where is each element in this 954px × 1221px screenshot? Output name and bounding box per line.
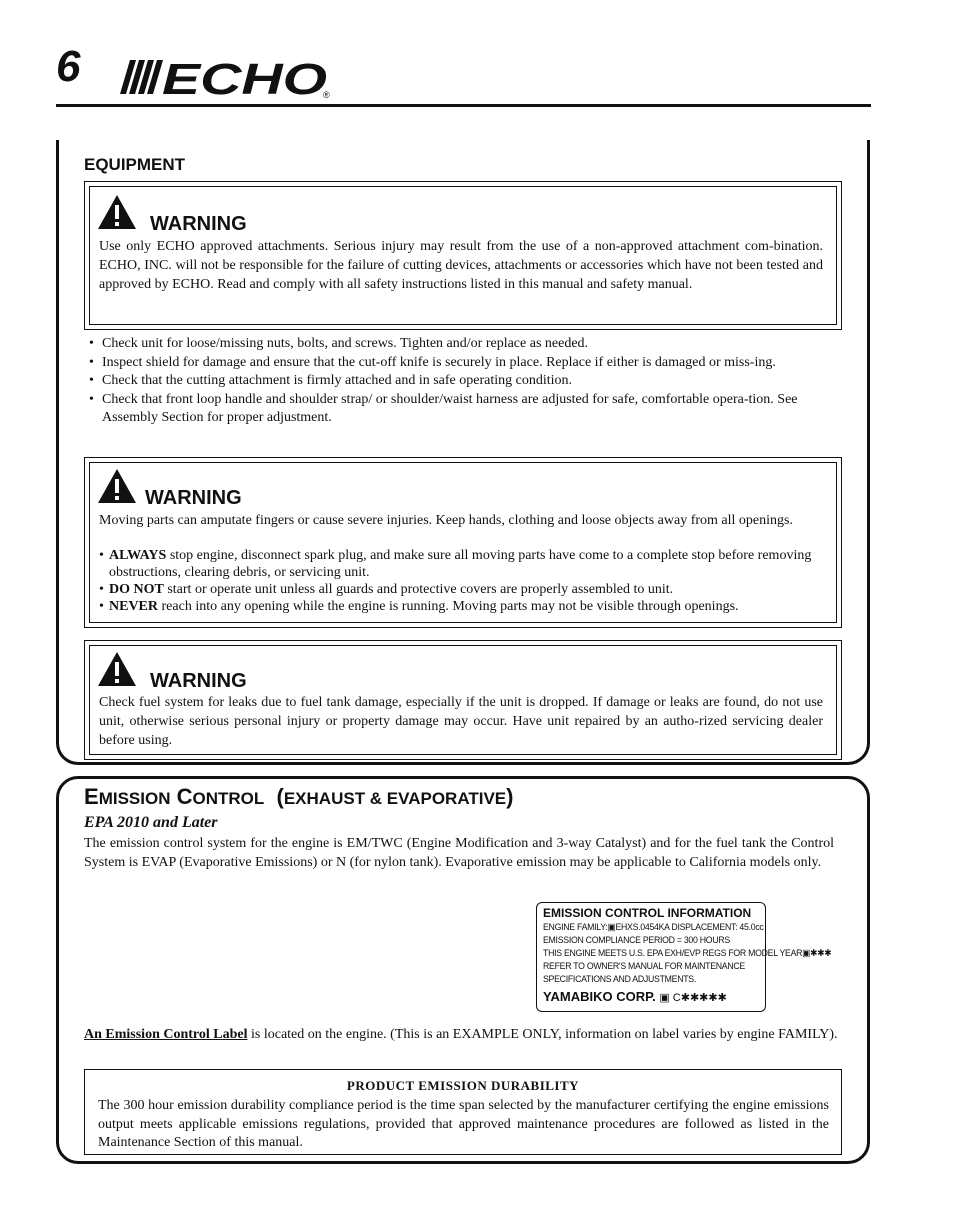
brand-text: ECHO xyxy=(162,55,327,100)
warning-title: WARNING xyxy=(145,487,242,509)
echo-logo xyxy=(118,52,338,100)
warning-text: Moving parts can amputate fingers or cause severe injuries. Keep hands, clothing and loose objects away from all openings. xyxy=(99,513,793,528)
list-item: • Inspect shield for damage and ensure that the cut-off knife is securely in place. Replace if either is damaged or miss-ing. xyxy=(86,354,830,373)
list-item: • ALWAYS stop engine, disconnect spark plug, and make sure all moving parts have come to a complete stop before removing obstructions, clearing debris, or servicing unit. xyxy=(99,547,827,581)
durability-box xyxy=(84,1069,842,1155)
inspection-checklist xyxy=(86,335,830,428)
equipment-heading: EQUIPMENT xyxy=(84,155,186,174)
label-line: ENGINE FAMILY:▣EHXS.0454KA DISPLACEMENT: 45.0cc xyxy=(543,922,764,933)
header-rule xyxy=(56,104,871,107)
label-corp: YAMABIKO CORP. ▣ C✱✱✱✱✱ xyxy=(543,989,727,1004)
list-item: • DO NOT start or operate unit unless all guards and protective covers are properly assembled to unit. xyxy=(99,581,827,598)
list-item: • Check that front loop handle and shoulder strap/ or shoulder/waist harness are adjusted for safe, comfortable opera-tion. See Assembly Section for proper adjustment. xyxy=(86,391,830,428)
warning-text: Check fuel system for leaks due to fuel tank damage, especially if the unit is dropped. If damage or leaks are found, do not use unit, otherwise serious personal injury or property damage may occur. Have unit repaired by an autho-rized servicing dealer before using. xyxy=(99,695,823,748)
emission-intro-text: The emission control system for the engine is EM/TWC (Engine Modification and 3-way Catalyst) and for the fuel tank the Control System is EVAP (Evaporative Emissions) or N (for nylon tank). Evaporative emission may be applicable to California models only. xyxy=(84,836,834,870)
label-heading: EMISSION CONTROL INFORMATION xyxy=(543,906,752,920)
durability-text: The 300 hour emission durability compliance period is the time span selected by the manufacturer certifying the engine emissions output meets applicable emissions regulations, provided that approved maintenance procedures are followed as listed in the Maintenance Section of this manual. xyxy=(98,1098,829,1150)
warning-triangle-icon xyxy=(97,468,137,504)
warning-title: WARNING xyxy=(150,213,247,235)
list-item: • Check that the cutting attachment is firmly attached and in safe operating condition. xyxy=(86,372,830,391)
warning-box-moving-parts xyxy=(84,457,842,628)
warning-triangle-icon xyxy=(97,651,137,687)
warning-bullets xyxy=(99,547,827,615)
label-location-note: An Emission Control Label is located on the engine. (This is an EXAMPLE ONLY, information on label varies by engine FAMILY). xyxy=(84,1027,838,1042)
emission-control-label-image xyxy=(536,902,832,1012)
page-number: 6 xyxy=(56,42,81,91)
label-note-link: An Emission Control Label xyxy=(84,1027,248,1042)
durability-title: PRODUCT EMISSION DURABILITY xyxy=(346,1078,580,1093)
list-item: • Check unit for loose/missing nuts, bolts, and screws. Tighten and/or replace as needed. xyxy=(86,335,830,354)
label-line: SPECIFICATIONS AND ADJUSTMENTS. xyxy=(543,974,697,985)
warning-text: Use only ECHO approved attachments. Serious injury may result from the use of a non-approved attachment com-bination. ECHO, INC. will not be responsible for the failure of cutting devices, attachments or accessories which have not been tested and approved by ECHO. Read and comply with all safety instructions listed in this manual and safety manual. xyxy=(99,239,823,292)
label-line: EMISSION COMPLIANCE PERIOD = 300 HOURS xyxy=(543,935,730,946)
emission-control-title: EMISSION CONTROL (EXHAUST & EVAPORATIVE) xyxy=(84,784,514,809)
label-line: REFER TO OWNER'S MANUAL FOR MAINTENANCE xyxy=(543,961,745,972)
warning-title: WARNING xyxy=(150,670,247,692)
warning-box-fuel-system xyxy=(84,640,842,760)
warning-box-attachments xyxy=(84,181,842,330)
warning-triangle-icon xyxy=(97,194,137,230)
epa-subtitle: EPA 2010 and Later xyxy=(84,814,218,831)
registered-mark: ® xyxy=(323,90,330,100)
label-line: THIS ENGINE MEETS U.S. EPA EXH/EVP REGS FOR MODEL YEAR▣✱✱✱ xyxy=(543,948,832,959)
list-item: • NEVER reach into any opening while the engine is running. Moving parts may not be visible through openings. xyxy=(99,598,827,615)
